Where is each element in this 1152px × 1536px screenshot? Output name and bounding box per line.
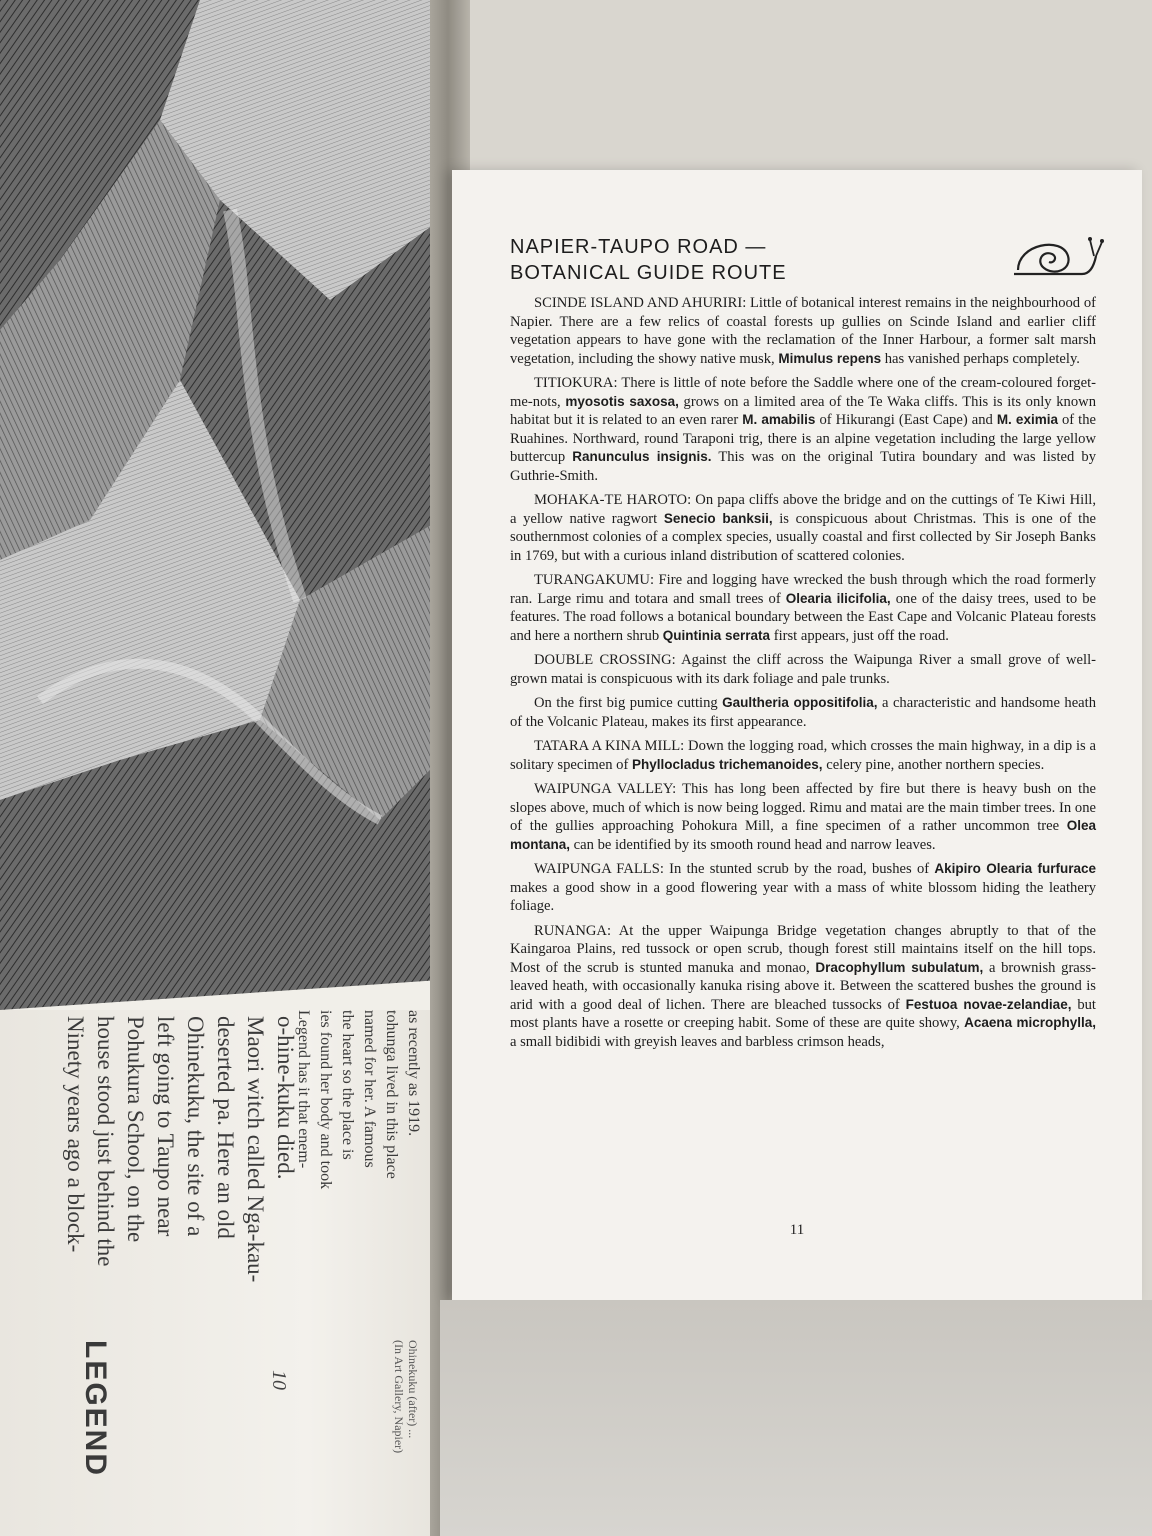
species-name: Olea montana, (510, 818, 1096, 852)
desk-background (440, 1300, 1152, 1536)
paragraph-text: RUNANGA: At the upper Waipunga Bridge vegetation changes abruptly to that of the Kaingaroa Plains, red tussock or open scrub, though forest still maintains itself on the hill tops. Most of the scrub is stunted manuka and monao, (510, 922, 1096, 976)
paragraph-text: of Hikurangi (East Cape) and (815, 412, 997, 428)
species-name: Senecio banksii, (663, 510, 773, 526)
page-number-left: 10 (268, 1370, 290, 1390)
paragraph-text: of the Ruahines. Northward, round Taraponi trig, there is an alpine vegetation including the large yellow buttercup (510, 412, 1096, 465)
species-name: Gaultheria oppositifolia, (722, 695, 878, 710)
paragraph-text: first appears, just off the road. (770, 627, 949, 644)
article-paragraph (510, 922, 1096, 1052)
paragraph-text: one of the daisy trees, used to be features. The road follows a botanical boundary between the East Cape and Volcanic Plateau forests and here a northern shrub (510, 590, 1097, 644)
paragraph-text: TATARA A KINA MILL: Down the logging road, which crosses the main highway, in a dip is a solitary specimen of (510, 738, 1096, 773)
paragraph-text: TITIOKURA: There is little of note before the Saddle where one of the cream-coloured forget-me-nots, (510, 375, 1096, 410)
legend2-line: as recently as 1919. (405, 1010, 422, 1137)
paragraph-text: grows on a limited area of the Te Waka cliffs. This is its only known habitat but it is related to an even rarer (510, 393, 1096, 428)
paragraph-text: TURANGAKUMU: Fire and logging have wrecked the bush through which the road formerly ran. Large rimu and totara and small trees of (510, 572, 1096, 607)
left-page (0, 0, 440, 1536)
article-paragraph (510, 737, 1096, 774)
legend2-line: named for her. A famous (361, 1010, 378, 1168)
legend-line: Ninety years ago a block- (63, 1016, 88, 1253)
species-name: Olearia ilicifolia, (785, 590, 891, 606)
page-header (510, 234, 1110, 286)
legend2-line: tohunga lived in this place (383, 1010, 400, 1179)
paragraph-text: DOUBLE CROSSING: Against the cliff across the Waipunga River a small grove of well-grown matai is conspicuous with its dark foliage and pale trunks. (510, 652, 1096, 687)
species-name: myosotis saxosa, (565, 393, 679, 409)
species-name: Mimulus repens (778, 350, 882, 366)
illustration-caption: Ohinekuku (after) ... (406, 1340, 420, 1439)
species-name: Akipiro Olearia furfurace (934, 861, 1096, 876)
article-body (510, 294, 1096, 1057)
legend-text-block (0, 1010, 440, 1536)
paragraph-text: On the first big pumice cutting (534, 695, 723, 711)
paragraph-text: a brownish grass-leaved heath, with occasionally kanuka rising above it. Between the scattered bushes the ground is arid with a good deal of lichen. There are bleached tussocks of (510, 959, 1096, 1013)
article-paragraph (510, 780, 1096, 854)
species-name: Festuoa novae-zelandiae, (905, 996, 1072, 1012)
species-name: Acaena microphylla, (964, 1015, 1096, 1030)
paragraph-text: has vanished perhaps completely. (881, 350, 1080, 367)
article-paragraph (510, 294, 1096, 368)
article-paragraph (510, 491, 1096, 565)
species-name: Dracophyllum subulatum, (815, 959, 984, 975)
species-name: Quintinia serrata (662, 627, 771, 643)
paragraph-text: but most plants have a rosette or creeping habit. Some of these are quite showy, (510, 996, 1096, 1031)
paragraph-text: celery pine, another northern species. (822, 756, 1045, 773)
paragraph-text: can be identified by its smooth round head and narrow leaves. (570, 836, 936, 853)
article-paragraph (510, 860, 1096, 916)
paragraph-text: This was on the original Tutira boundary and was listed by Guthrie-Smith. (510, 449, 1096, 484)
article-paragraph (510, 694, 1096, 731)
snail-icon (1010, 226, 1106, 282)
legend-line: Ohinekuku, the site of a (183, 1016, 208, 1237)
legend-line: house stood just behind the (93, 1016, 118, 1267)
legend2-line: Legend has it that enem- (295, 1010, 312, 1169)
paragraph-text: a characteristic and handsome heath of the Volcanic Plateau, makes its first appearance. (510, 695, 1096, 730)
paragraph-text: MOHAKA-TE HAROTO: On papa cliffs above the bridge and on the cuttings of Te Kiwi Hill, a yellow native ragwort (510, 492, 1096, 527)
legend2-line: the heart so the place is (339, 1010, 356, 1160)
species-name: Ranunculus insignis. (572, 449, 712, 464)
legend2-line: ies found her body and took (317, 1010, 334, 1190)
paragraph-text: a small bidibidi with greyish leaves and barbless crimson heads, (510, 1033, 885, 1050)
legend-heading: LEGEND (79, 1340, 112, 1478)
legend-line: o-hine-kuku died. (273, 1016, 298, 1180)
legend-line: left going to Taupo near (153, 1016, 178, 1237)
article-paragraph (510, 374, 1096, 485)
article-paragraph (510, 571, 1096, 645)
legend-line: Pohukura School, on the (123, 1016, 148, 1243)
legend-line: Maori witch called Nga-kau- (243, 1016, 268, 1283)
article-paragraph (510, 651, 1096, 688)
species-name: Phyllocladus trichemanoides, (632, 756, 823, 772)
paragraph-text: is conspicuous about Christmas. This is one of the southernmost colonies of a complex species, usually coastal and first collected by Sir Joseph Banks in 1769, but with a curious inland distribution of scattered colonies. (510, 510, 1096, 564)
right-page (452, 170, 1142, 1300)
page-number-right: 11 (789, 1222, 805, 1238)
paragraph-text: SCINDE ISLAND AND AHURIRI: Little of botanical interest remains in the neighbourhood of Napier. There are a few relics of coastal forests up gullies on Scinde Island and earlier cliff vegetation appears to have gone with the reclamation of the Inner Harbour, a former salt marsh vegetation, including the showy native musk, (510, 295, 1096, 367)
mountain-engraving-illustration (0, 0, 440, 1010)
paragraph-text: WAIPUNGA FALLS: In the stunted scrub by the road, bushes of (534, 861, 935, 877)
paragraph-text: makes a good show in a good flowering year with a mass of white blossom hiding the leathery foliage. (510, 879, 1096, 914)
title-line-2: BOTANICAL GUIDE ROUTE (510, 262, 787, 284)
paragraph-text: WAIPUNGA VALLEY: This has long been affected by fire but there is heavy bush on the slopes above, much of which is now being logged. Rimu and matai are the main timber trees. In one of the gullies approaching Pohokura Mill, a fine specimen of a rather uncommon tree (510, 781, 1096, 834)
species-name: M. amabilis (742, 412, 816, 427)
legend-line: deserted pa. Here an old (213, 1016, 238, 1239)
title-line-1: NAPIER-TAUPO ROAD — (510, 236, 767, 258)
species-name: M. eximia (996, 412, 1058, 427)
illustration-caption: (In Art Gallery, Napier) (392, 1340, 406, 1454)
